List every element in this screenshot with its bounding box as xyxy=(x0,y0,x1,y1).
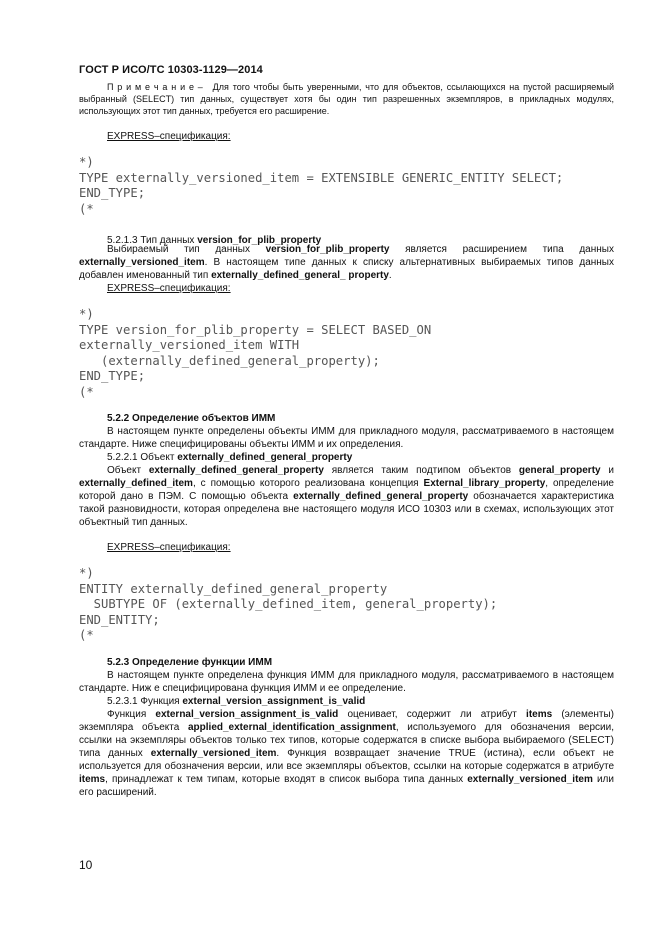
heading-name: externally_defined_general_property xyxy=(177,452,353,463)
text-run: Функция xyxy=(107,709,156,720)
bold-term: externally_defined_item xyxy=(79,478,193,489)
text-run: . xyxy=(388,270,392,281)
bold-term: externally_versioned_item xyxy=(467,774,593,785)
heading-number: 5.2.1.3 Тип данных xyxy=(107,235,198,246)
note-text: Для того чтобы быть уверенными, что для объектов, ссылающихся на пустой расширяемый выбранный (SELECT) тип данных, существует хотя бы один тип разрешенных экземпляров, в прикладных модулях, использующих этот тип данных, требуется его расширение. xyxy=(79,82,614,116)
express-label-2: EXPRESS–спецификация: xyxy=(107,283,231,294)
bold-term: items xyxy=(79,774,106,785)
code-block-1 xyxy=(79,155,563,217)
text-run: , принадлежат к тем типам, которые входят в список выбора типа данных xyxy=(105,774,468,785)
code-line: TYPE externally_versioned_item = EXTENSIBLE GENERIC_ENTITY SELECT; xyxy=(79,170,564,185)
heading-number: 5.2.2.1 Объект xyxy=(107,452,178,463)
heading-name: version_for_plib_property xyxy=(197,235,322,246)
paragraph-5221 xyxy=(79,464,614,529)
heading-number: 5.2.3.1 Функция xyxy=(107,696,183,707)
text-run: обозначается характеристика такой разновидности, которая определена вне настоящего модуля ИСО 10303 или в схемах, использующих этот объектный тип данных. xyxy=(79,491,614,528)
code-line: *) xyxy=(79,566,94,580)
bold-term: externally_defined_general_property xyxy=(293,491,469,502)
note-label: П р и м е ч а н и е – xyxy=(107,82,203,92)
code-line: TYPE version_for_plib_property = SELECT BASED_ON xyxy=(79,322,432,337)
page-number: 10 xyxy=(79,858,93,872)
code-line: ENTITY externally_defined_general_property xyxy=(79,581,388,596)
code-line: END_TYPE; xyxy=(79,186,146,200)
paragraph-5213 xyxy=(79,243,614,282)
code-line: END_ENTITY; xyxy=(79,612,160,627)
text-run: и xyxy=(600,465,614,476)
paragraph-522: В настоящем пункте определены объекты ИММ для прикладного модуля, рассматриваемого в настоящем стандарте. Ниже специфицированы объекты ИММ и их определения. xyxy=(79,426,614,450)
text-run: оценивает, содержит ли атрибут xyxy=(338,709,527,720)
bold-term: applied_external_identification_assignment xyxy=(187,722,396,733)
bold-term: External_library_property xyxy=(423,478,546,489)
code-line: (* xyxy=(79,384,94,399)
section-heading-522: 5.2.2 Определение объектов ИММ xyxy=(107,413,276,424)
code-block-3 xyxy=(79,566,497,644)
text-run: , используемого для обозначения версии, ссылки на экземпляры объектов только тех типов, которые содержатся в списке выбора выбираемого (SELECT) типа данных xyxy=(79,722,614,759)
bold-term: externally_versioned_item xyxy=(150,748,277,759)
code-line: (* xyxy=(79,201,94,216)
heading-name: external_version_assignment_is_valid xyxy=(182,696,366,707)
express-label-3: EXPRESS–спецификация: xyxy=(107,542,231,553)
code-line: externally_versioned_item WITH xyxy=(79,338,300,352)
code-block-2 xyxy=(79,307,431,400)
bold-term: external_version_assignment_is_valid xyxy=(155,709,339,720)
express-label-1: EXPRESS–спецификация: xyxy=(107,131,231,142)
text-run: Объект xyxy=(107,465,149,476)
document-header: ГОСТ Р ИСО/ТС 10303-1129—2014 xyxy=(79,64,263,76)
code-line: END_TYPE; xyxy=(79,369,146,383)
section-heading-5221 xyxy=(107,451,352,464)
text-run: является таким подтипом объектов xyxy=(323,465,519,476)
section-heading-5231 xyxy=(107,695,365,708)
text-run: (элементы) экземпляра объекта xyxy=(79,709,615,733)
code-line: (* xyxy=(79,628,94,642)
code-line: *) xyxy=(79,155,94,169)
code-line: SUBTYPE OF (externally_defined_item, general_property); xyxy=(79,597,498,611)
text-run: Выбираемый тип данных xyxy=(107,244,266,255)
text-run: или его расширений. xyxy=(79,774,614,798)
paragraph-5231 xyxy=(79,708,614,799)
text-run: . В настоящем типе данных к списку альтернативных выбираемых типов данных добавлен именованный тип xyxy=(79,257,614,281)
bold-term: externally_defined_general_ property xyxy=(211,270,389,281)
bold-term: items xyxy=(526,709,553,720)
bold-term: version_for_plib_property xyxy=(265,244,390,255)
text-run: , с помощью которого реализована концепция xyxy=(192,478,424,489)
bold-term: externally_versioned_item xyxy=(79,257,205,268)
text-run: , определение которой дано в ПЭМ. С помощью объекта xyxy=(79,478,614,502)
text-run: является расширением типа данных xyxy=(389,244,614,255)
paragraph-523: В настоящем пункте определена функция ИММ для прикладного модуля, рассматриваемого в настоящем стандарте. Ниж е специфицирована функция ИММ и ее определение. xyxy=(79,670,614,694)
section-heading-523: 5.2.3 Определение функции ИММ xyxy=(107,657,273,668)
text-run: . Функция возвращает значение TRUE (истина), если объект не используется для обозначения версии, или все экземпляры объектов, ссылки на которые содержатся в атрибуте xyxy=(79,748,614,772)
code-line: (externally_defined_general_property); xyxy=(79,353,380,368)
bold-term: externally_defined_general_property xyxy=(148,465,324,476)
note-paragraph xyxy=(79,81,614,117)
code-line: *) xyxy=(79,307,94,321)
bold-term: general_property xyxy=(518,465,601,476)
